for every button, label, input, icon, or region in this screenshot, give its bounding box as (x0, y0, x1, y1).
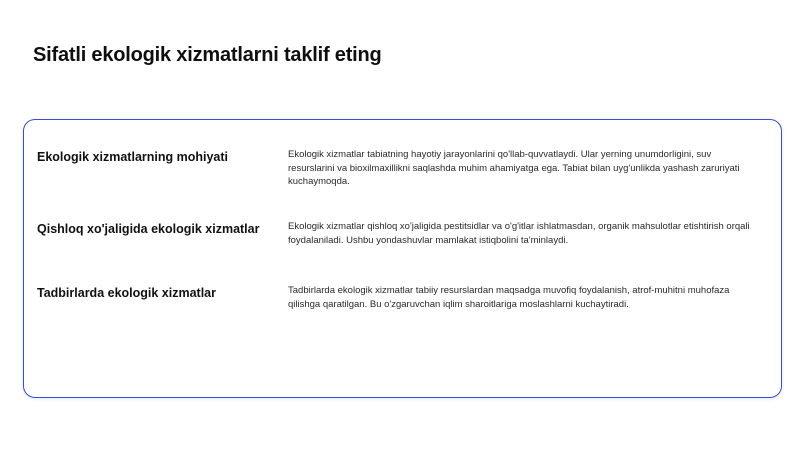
section-text: Ekologik xizmatlar qishloq xo'jaligida pestitsidlar va o'g'itlar ishlatmasdan, organik mahsulotlar etishtirish orqali foydalaniladi. Ushbu yondashuvlar mamlakat istiqbolini ta'minlaydi. (288, 221, 750, 246)
content-card (23, 119, 782, 398)
section-heading: Ekologik xizmatlarning mohiyati (37, 150, 229, 164)
section-heading: Qishloq xo'jaligida ekologik xizmatlar (37, 222, 260, 236)
page-title: Sifatli ekologik xizmatlarni taklif eting (33, 44, 382, 66)
section-heading: Tadbirlarda ekologik xizmatlar (37, 286, 216, 300)
section-text: Tadbirlarda ekologik xizmatlar tabiiy resurslardan maqsadga muvofiq foydalanish, atrof-muhitni muhofaza qilishga qaratilgan. Bu o'zgaruvchan iqlim sharoitlariga moslashlarni kuchaytiradi. (288, 285, 730, 310)
section-text: Ekologik xizmatlar tabiatning hayotiy jarayonlarini qo'llab-quvvatlaydi. Ular yerning unumdorligini, suv resurslarini va bioxilmaxillikni saqlashda muhim ahamiyatga ega. Tabiat bilan uyg'unlikda yashash zaruriyati kuchaymoqda. (288, 149, 740, 187)
